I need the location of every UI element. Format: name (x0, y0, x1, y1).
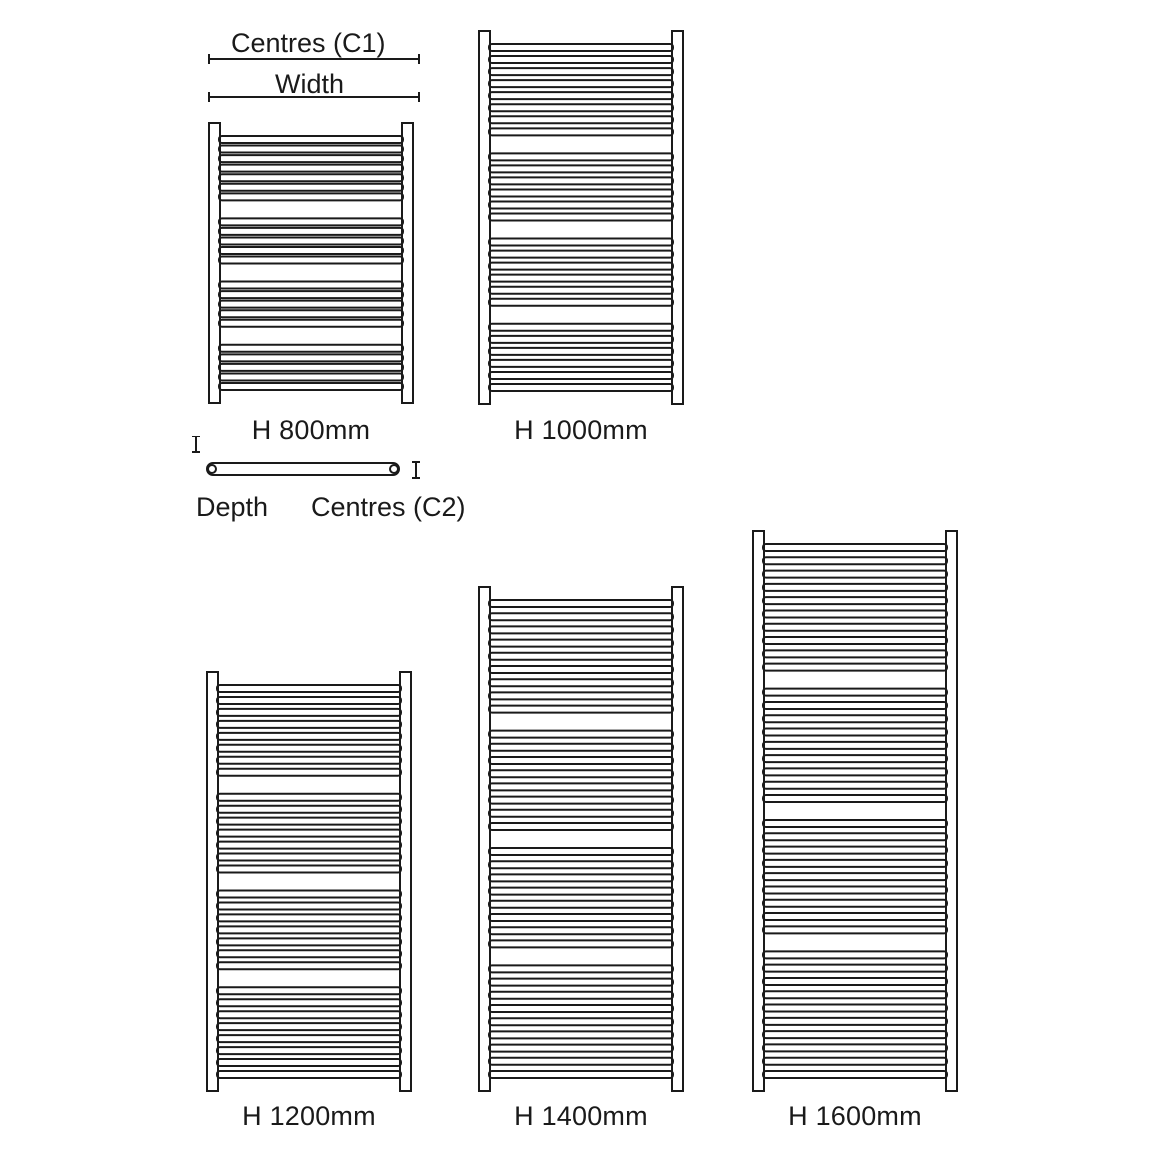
label-centres-c1: Centres (C1) (231, 28, 386, 58)
radiator-h1400 (478, 586, 684, 1092)
radiator-h1600 (752, 530, 958, 1092)
label-centres-c2: Centres (C2) (311, 492, 466, 522)
radiator-side-view (190, 436, 422, 486)
caption-h1600: H 1600mm (788, 1101, 922, 1131)
radiator-h1000 (478, 30, 684, 405)
width-dimension-line (206, 90, 422, 104)
caption-h1200: H 1200mm (242, 1101, 376, 1131)
label-width: Width (275, 69, 345, 99)
radiator-h1200 (206, 671, 412, 1092)
radiator-h800 (208, 122, 414, 404)
caption-h1000: H 1000mm (514, 415, 648, 445)
caption-h1400: H 1400mm (514, 1101, 648, 1131)
caption-h800: H 800mm (251, 415, 371, 445)
label-depth: Depth (196, 492, 269, 522)
centres-c1-dimension-line (206, 52, 422, 66)
